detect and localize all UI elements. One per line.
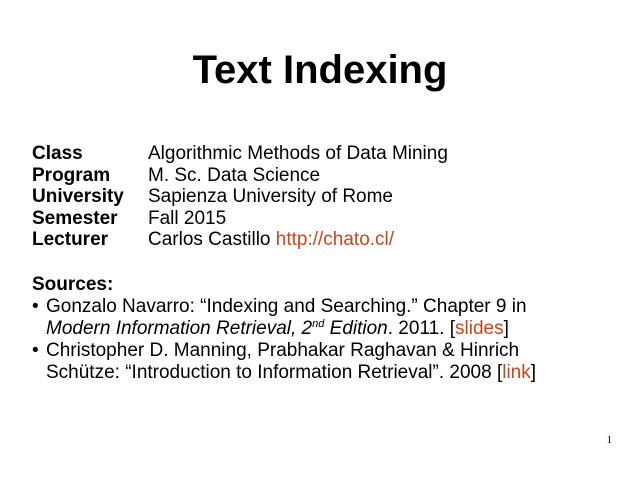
citation-text: Schütze: “Introduction to Information Retrieval”. 2008 [: [46, 362, 503, 383]
source-line: [46, 362, 612, 384]
info-label: Class: [32, 143, 83, 164]
info-row-lecturer: [32, 229, 448, 251]
info-value: M. Sc. Data Science: [148, 164, 321, 186]
info-row-program: [32, 165, 448, 187]
info-label: Lecturer: [32, 229, 109, 250]
info-value: Fall 2015: [148, 207, 227, 229]
bracket-close: ]: [503, 318, 509, 339]
book-title-text: Modern Information Retrieval, 2: [46, 318, 313, 339]
ordinal-superscript: nd: [312, 318, 325, 330]
sources-heading: Sources:: [32, 274, 114, 295]
info-value: Carlos Castillo: [148, 229, 271, 250]
source-item-navarro: [32, 296, 612, 340]
course-info: [32, 143, 448, 251]
info-row-university: [32, 186, 448, 208]
info-value: Algorithmic Methods of Data Mining: [148, 143, 448, 164]
source-line: Gonzalo Navarro: “Indexing and Searching.” Chapter 9 in: [46, 296, 527, 317]
info-value: Sapienza University of Rome: [148, 186, 393, 207]
info-label: Semester: [32, 207, 118, 229]
slides-link[interactable]: slides: [455, 318, 504, 339]
info-row-class: [32, 143, 448, 165]
bullet-icon: •: [32, 340, 39, 361]
sources-section: [32, 274, 612, 384]
page-number: 1: [606, 434, 612, 446]
info-label: University: [32, 186, 124, 207]
bracket-close: ]: [530, 362, 537, 383]
lecturer-homepage-link[interactable]: http://chato.cl/: [275, 229, 395, 250]
book-title-text: Edition: [324, 318, 388, 339]
book-link[interactable]: link: [502, 362, 531, 383]
source-line: [46, 318, 612, 340]
info-label: Program: [32, 164, 111, 186]
source-line: Christopher D. Manning, Prabhakar Raghavan & Hinrich: [46, 340, 520, 361]
citation-text: . 2011. [: [387, 318, 456, 339]
info-row-semester: [32, 208, 448, 230]
bullet-icon: •: [32, 296, 39, 317]
book-title: [46, 318, 388, 339]
slide-title: Text Indexing: [192, 48, 448, 92]
source-item-manning: [32, 340, 612, 384]
